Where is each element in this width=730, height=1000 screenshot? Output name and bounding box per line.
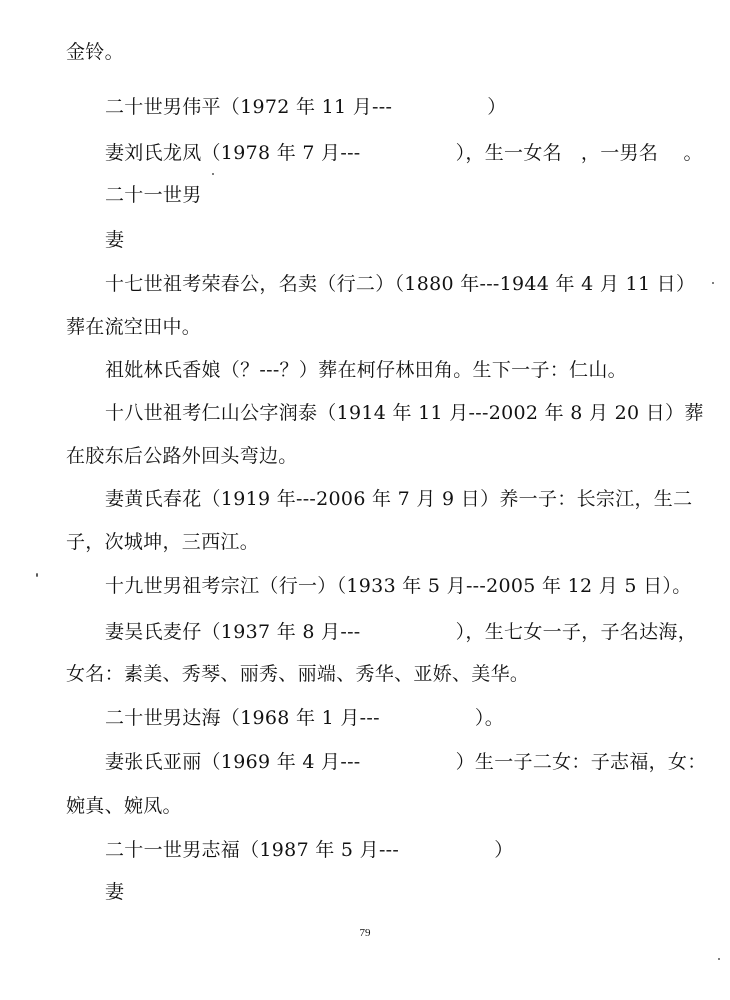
text-line: 女名：素美、秀琴、丽秀、丽端、秀华、亚娇、美华。 bbox=[66, 663, 530, 685]
scan-speck bbox=[36, 573, 38, 577]
text-line: 十八世祖考仁山公字润泰（1914 年 11 月---2002 年 8 月 20 日）葬 bbox=[105, 402, 704, 424]
page-number: 79 bbox=[359, 927, 371, 939]
text-line: 妻刘氏龙凤（1978 年 7 月--- ），生一女名 ，一男名 。 bbox=[105, 142, 703, 164]
text-line: 二十一世男志福（1987 年 5 月--- ） bbox=[105, 839, 514, 861]
text-line: 祖妣林氏香娘（？---？）葬在柯仔林田角。生下一子：仁山。 bbox=[105, 359, 627, 381]
text-line: 妻吴氏麦仔（1937 年 8 月--- ），生七女一子，子名达海， bbox=[105, 621, 698, 643]
text-line: 二十世男达海（1968 年 1 月--- ）。 bbox=[105, 707, 505, 729]
text-line: 二十一世男 bbox=[105, 184, 202, 206]
scan-speck bbox=[212, 173, 214, 175]
text-line: 金铃。 bbox=[66, 41, 124, 63]
text-line: 妻黄氏春花（1919 年---2006 年 7 月 9 日）养一子：长宗江，生二 bbox=[105, 488, 693, 510]
text-line: 子，次城坤，三西江。 bbox=[66, 531, 260, 553]
text-line: 葬在流空田中。 bbox=[66, 316, 202, 338]
text-line: 在胶东后公路外回头弯边。 bbox=[66, 445, 298, 467]
text-line: 妻张氏亚丽（1969 年 4 月--- ）生一子二女：子志福，女： bbox=[105, 751, 707, 773]
scan-speck bbox=[712, 282, 714, 284]
text-line: 十九世男祖考宗江（行一）（1933 年 5 月---2005 年 12 月 5 日）。 bbox=[105, 575, 692, 597]
text-line: 婉真、婉凤。 bbox=[66, 795, 182, 817]
text-line: 妻 bbox=[105, 229, 125, 251]
text-line: 二十世男伟平（1972 年 11 月--- ） bbox=[105, 96, 507, 118]
scan-speck bbox=[718, 958, 720, 960]
text-line: 妻 bbox=[105, 881, 125, 903]
text-line: 十七世祖考荣春公，名卖（行二）（1880 年---1944 年 4 月 11 日） bbox=[105, 273, 696, 295]
